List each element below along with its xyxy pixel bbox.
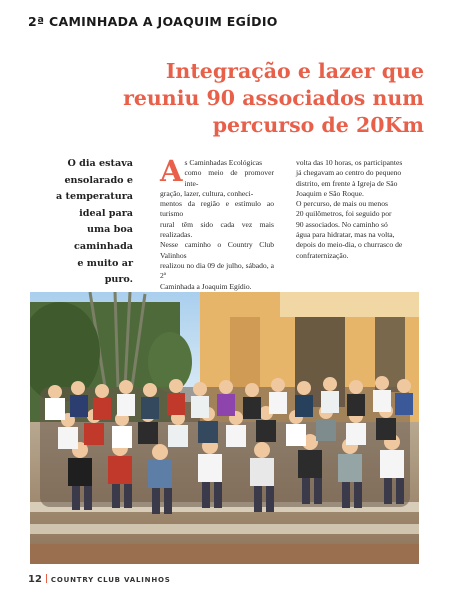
drop-cap: A: [160, 154, 183, 188]
subtitle-line-4: ideal para: [79, 207, 133, 219]
magazine-name: COUNTRY CLUB VALINHOS: [50, 576, 171, 584]
body-line: 90 associados. No caminho só: [296, 219, 388, 229]
body-line: rural têm sido cada vez mais realizadas.: [160, 219, 274, 240]
subtitle-line-2: ensolarado e: [64, 174, 133, 186]
subtitle-line-1: O dia estava: [67, 158, 133, 169]
body-line: s Caminhadas Ecológicas: [184, 158, 263, 167]
body-line: depois do meio-dia, o churrasco de: [296, 240, 403, 250]
section-title: 2ª CAMINHADA A JOAQUIM EGÍDIO: [28, 14, 278, 29]
group-photo-icon: [30, 292, 419, 564]
footer-divider: [46, 574, 47, 583]
body-line: Joaquim e São Roque.: [296, 188, 364, 198]
headline-line-1: Integração e lazer que: [165, 59, 424, 83]
subtitle-line-7: e muito ar: [77, 257, 133, 269]
subtitle-line-6: caminhada: [74, 240, 133, 252]
group-photo: [30, 292, 419, 564]
body-line: distrito, em frente à Igreja de São: [296, 178, 398, 188]
article-column-2: [296, 158, 410, 261]
body-line: 20 quilômetros, foi seguido por: [296, 209, 392, 219]
page-footer: [28, 574, 171, 585]
body-line: água para hidratar, mas na volta,: [296, 230, 395, 240]
subtitle-line-5: uma boa: [86, 224, 133, 236]
headline-line-2: reuniu 90 associados num: [123, 86, 424, 110]
body-line: gração, lazer, cultura, conheci-: [160, 188, 254, 198]
body-line: como meio de promover inte-: [184, 168, 274, 188]
body-line: já chegavam ao centro do pequeno: [296, 168, 402, 178]
headline-line-3: percurso de 20Km: [212, 113, 424, 137]
page-number: 12: [28, 574, 42, 585]
body-line: O percurso, de mais ou menos: [296, 199, 388, 209]
subtitle: [30, 156, 133, 289]
subtitle-line-8: puro.: [104, 274, 133, 286]
body-line: confraternização.: [296, 250, 349, 260]
body-line: Caminhada a Joaquim Egídio.: [160, 281, 252, 291]
body-line: realizou no dia 09 de julho, sábado, a 2ª: [160, 260, 274, 281]
body-line: volta das 10 horas, os participantes: [296, 158, 403, 167]
headline: [4, 58, 424, 139]
subtitle-line-3: a temperatura: [55, 191, 133, 203]
body-line: mentos da região e estímulo ao turismo: [160, 199, 274, 219]
body-line: Nesse caminho o Country Club Valinhos: [160, 240, 274, 260]
